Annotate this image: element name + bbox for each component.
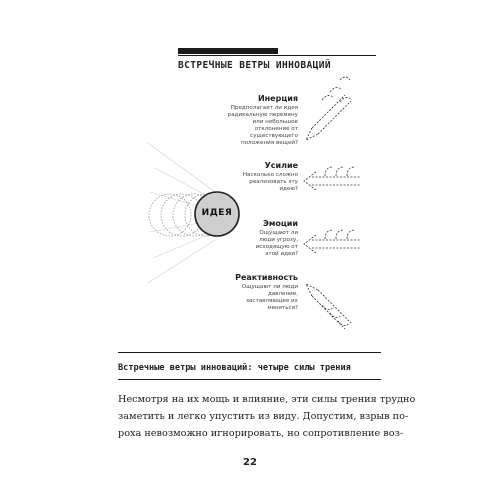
- force-title-effort: Усилие: [264, 161, 298, 170]
- force-title-emotions: Эмоции: [262, 219, 298, 228]
- wind-arrow-reactivity-icon: [306, 284, 351, 329]
- caption-rule-top: [118, 352, 381, 353]
- wind-arrow-emotions-icon: [304, 230, 360, 253]
- caption-rule-bottom: [118, 379, 381, 380]
- body-line: Несмотря на их мощь и влияние, эти силы трения трудно: [118, 394, 416, 405]
- figure-title: ВСТРЕЧНЫЕ ВЕТРЫ ИННОВАЦИЙ: [178, 60, 331, 71]
- idea-label: ИДЕЯ: [201, 208, 233, 218]
- wind-arrow-effort-icon: [304, 167, 360, 190]
- body-line: роха невозможно игнорировать, но сопротивление воз-: [118, 428, 404, 439]
- body-paragraph: [118, 391, 416, 442]
- page-number: 22: [243, 457, 257, 468]
- force-desc-emotions: Ощущают ли люди угрозу, исходящую от этой идеи?: [255, 230, 298, 257]
- force-desc-inertia: Предполагает ли идея радикальную перемену или небольшое отклонение от существующего положения вещей?: [227, 105, 298, 146]
- figure-caption: Встречные ветры инноваций: четыре силы трения: [118, 363, 351, 373]
- force-title-reactivity: Реактивность: [235, 273, 298, 282]
- force-desc-reactivity: Ощущают ли люди давление, заставляющее их меняться?: [241, 284, 298, 311]
- force-title-inertia: Инерция: [257, 94, 298, 103]
- body-line: заметить и легко упустить из виду. Допустим, взрыв по-: [118, 411, 409, 422]
- force-desc-effort: Насколько сложно реализовать эту идею?: [242, 172, 298, 192]
- wind-arrow-inertia-icon: [306, 77, 352, 140]
